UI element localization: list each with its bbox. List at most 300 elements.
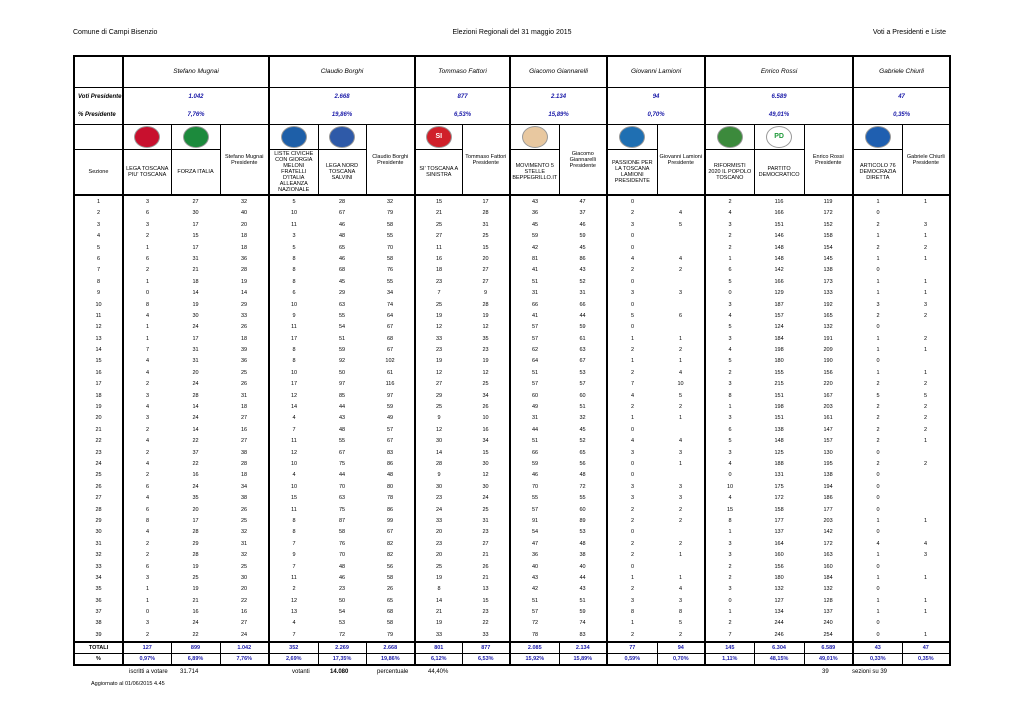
vote-cell: 0 [876, 506, 880, 513]
vote-cell: 17 [192, 221, 199, 228]
vote-cell: 99 [366, 515, 415, 526]
vote-cell: 7 [145, 347, 150, 354]
vote-cell: 11 [436, 244, 442, 251]
total-cell: 801 [415, 642, 462, 654]
list-logo-cell [415, 125, 462, 150]
vote-cell: 14 [192, 404, 199, 411]
vote-cell: 4 [657, 208, 705, 219]
vote-cell: 1 [145, 244, 150, 251]
vote-cell: 31 [531, 415, 539, 422]
vote-cell: 1 [876, 347, 880, 354]
vote-cell: 172 [804, 208, 853, 219]
corner-cell [74, 56, 123, 88]
vote-cell: 20 [220, 219, 269, 230]
vote-cell: 142 [774, 267, 784, 274]
table-row [74, 219, 950, 230]
vote-cell: 2 [631, 506, 635, 513]
vote-cell: 1 [924, 609, 928, 616]
section-number: 22 [74, 436, 123, 447]
vote-cell: 32 [366, 195, 415, 207]
vote-cell: 23 [435, 540, 443, 547]
candidate-total-header: Claudio Borghi Presidente [366, 125, 415, 196]
vote-cell: 132 [804, 322, 853, 333]
vote-cell: 7 [437, 290, 441, 297]
vote-cell: 48 [559, 470, 607, 481]
vote-cell: 8 [292, 267, 296, 274]
total-cell: 6.589 [804, 642, 853, 654]
vote-cell: 58 [366, 219, 415, 230]
vote-cell: 32 [559, 413, 607, 424]
municipality-title: Comune di Campi Bisenzio [73, 29, 158, 36]
vote-cell: 203 [804, 401, 853, 412]
vote-cell: 4 [292, 472, 296, 479]
vote-cell: 166 [774, 210, 784, 217]
candidate-percent: 19,86% [269, 106, 415, 125]
vote-cell: 64 [531, 358, 539, 365]
vote-cell: 1 [924, 369, 928, 376]
section-number: 12 [74, 322, 123, 333]
section-number: 28 [74, 504, 123, 515]
vote-cell: 4 [728, 210, 732, 217]
vote-cell: 0 [876, 529, 880, 536]
vote-cell: 4 [728, 495, 732, 502]
vote-cell: 2 [657, 515, 705, 526]
vote-cell: 53 [338, 620, 346, 627]
vote-cell: 13 [290, 609, 298, 616]
vote-cell: 51 [338, 335, 346, 342]
vote-cell: 58 [366, 253, 415, 264]
vote-cell: 0 [631, 472, 635, 479]
candidate-percent: 7,76% [123, 106, 269, 125]
vote-cell: 19 [435, 358, 443, 365]
table-row [74, 436, 950, 447]
vote-cell: 148 [774, 438, 784, 445]
vote-cell: 63 [559, 344, 607, 355]
vote-cell: 1 [853, 195, 902, 207]
section-number: 32 [74, 549, 123, 560]
vote-cell: 10 [290, 483, 298, 490]
vote-cell: 1 [876, 552, 880, 559]
percent-cell: 0,70% [657, 653, 705, 665]
section-number: 6 [74, 253, 123, 264]
vote-cell [657, 242, 705, 253]
vote-cell: 161 [804, 413, 853, 424]
vote-cell: 6 [728, 267, 732, 274]
vote-cell: 1 [876, 278, 880, 285]
vote-cell: 19 [220, 276, 269, 287]
vote-cell: 56 [559, 458, 607, 469]
vote-cell: 5 [657, 618, 705, 629]
vote-cell: 45 [531, 221, 539, 228]
vote-cell: 2 [657, 538, 705, 549]
pd-logo: PD [766, 126, 792, 148]
vote-cell: 26 [366, 584, 415, 595]
table-row [74, 208, 950, 219]
vote-cell: 66 [531, 301, 539, 308]
vote-cell: 66 [559, 299, 607, 310]
vote-cell: 4 [924, 540, 928, 547]
vote-cell: 46 [531, 472, 539, 479]
vote-cell: 48 [338, 426, 346, 433]
vote-cell: 3 [728, 415, 732, 422]
vote-cell: 1 [631, 620, 635, 627]
vote-cell: 130 [804, 447, 853, 458]
vote-cell: 50 [338, 597, 346, 604]
list-name: RIFORMISTI 2020 IL POPOLO TOSCANO [705, 150, 754, 196]
vote-cell: 5 [657, 219, 705, 230]
vote-cell: 67 [338, 449, 346, 456]
vote-cell: 23 [462, 606, 510, 617]
vote-cell: 2 [145, 631, 150, 638]
vote-cell: 160 [774, 552, 784, 559]
vote-cell: 177 [774, 517, 784, 524]
vote-cell: 6 [292, 290, 296, 297]
vote-cell: 8 [728, 392, 732, 399]
vote-cell: 33 [220, 310, 269, 321]
vote-cell: 59 [338, 347, 346, 354]
vote-cell: 4 [292, 415, 296, 422]
vote-cell: 59 [559, 322, 607, 333]
vote-cell: 45 [559, 242, 607, 253]
section-number: 37 [74, 606, 123, 617]
total-cell: 2.668 [366, 642, 415, 654]
vote-cell: 30 [192, 210, 199, 217]
vote-cell: 89 [559, 515, 607, 526]
vote-cell: 19 [435, 620, 443, 627]
vote-cell: 23 [435, 495, 443, 502]
section-number: 24 [74, 458, 123, 469]
list-logo-cell [510, 125, 559, 150]
vote-cell: 0 [145, 609, 150, 616]
vote-cell: 156 [774, 563, 784, 570]
total-cell: 899 [171, 642, 220, 654]
vote-cell: 3 [728, 335, 732, 342]
vote-cell: 15 [290, 495, 298, 502]
list-logo-cell [123, 125, 171, 150]
lega-toscana-logo [134, 126, 160, 148]
vote-cell: 53 [559, 367, 607, 378]
vote-cell: 6 [657, 310, 705, 321]
vote-cell: 79 [366, 629, 415, 641]
vote-cell: 3 [292, 233, 296, 240]
vote-cell: 85 [338, 392, 346, 399]
vote-cell: 18 [192, 278, 199, 285]
results-table [73, 55, 951, 666]
vote-cell: 30 [462, 458, 510, 469]
vote-cell: 27 [220, 436, 269, 447]
section-header: Sezione [74, 150, 123, 196]
vote-cell: 166 [774, 278, 784, 285]
vote-cell: 12 [462, 470, 510, 481]
vote-cell: 39 [220, 344, 269, 355]
vote-cell [657, 195, 705, 207]
vote-cell: 0 [631, 563, 635, 570]
total-cell: 877 [462, 642, 510, 654]
vote-cell: 7 [292, 426, 296, 433]
vote-cell: 79 [366, 208, 415, 219]
vote-cell: 12 [435, 426, 443, 433]
vote-cell: 2 [728, 233, 732, 240]
vote-cell: 5 [728, 438, 732, 445]
vote-cell: 74 [559, 618, 607, 629]
vote-cell: 48 [559, 538, 607, 549]
vote-cell: 65 [559, 447, 607, 458]
vote-cell: 25 [462, 231, 510, 242]
vote-cell: 157 [804, 436, 853, 447]
vote-cell: 9 [292, 552, 296, 559]
table-row [74, 195, 950, 207]
vote-cell: 25 [192, 574, 199, 581]
vote-cell: 1 [631, 574, 635, 581]
vote-cell: 28 [462, 299, 510, 310]
vote-cell: 36 [220, 356, 269, 367]
list-logo-cell [754, 125, 804, 150]
vote-cell: 17 [290, 335, 298, 342]
vote-cell: 11 [291, 221, 297, 228]
vote-cell: 60 [559, 390, 607, 401]
vote-cell: 20 [462, 253, 510, 264]
list-name: LISTE CIVICHE CON GIORGIA MELONI FRATELLI D'ITALIA ALLEANZA NAZIONALE [269, 150, 318, 196]
vote-cell: 7 [292, 563, 296, 570]
vote-cell: 1 [145, 597, 150, 604]
vote-cell: 16 [192, 472, 199, 479]
vote-cell: 25 [435, 404, 443, 411]
vote-cell: 18 [220, 231, 269, 242]
vote-cell: 10 [462, 413, 510, 424]
forza-italia-logo [183, 126, 209, 148]
section-number: 29 [74, 515, 123, 526]
vote-cell: 23 [462, 527, 510, 538]
vote-cell: 4 [631, 392, 635, 399]
vote-cell: 35 [462, 333, 510, 344]
section-number: 30 [74, 527, 123, 538]
vote-cell: 4 [657, 253, 705, 264]
vote-cell: 22 [220, 595, 269, 606]
vote-cell: 86 [559, 253, 607, 264]
candidate-total-header: Giovanni Lamioni Presidente [657, 125, 705, 196]
vote-cell: 48 [338, 563, 346, 570]
vote-cell: 165 [804, 310, 853, 321]
sections-label: sezioni su 39 [852, 668, 888, 675]
vote-cell: 21 [462, 549, 510, 560]
vote-cell: 49 [531, 404, 539, 411]
vote-cell: 55 [366, 276, 415, 287]
percent-cell: 7,76% [220, 653, 269, 665]
candidate-name: Giacomo Giannarelli [510, 56, 607, 88]
vote-cell: 156 [804, 367, 853, 378]
vote-cell: 51 [531, 438, 539, 445]
vote-cell: 40 [531, 563, 539, 570]
vote-cell [902, 208, 950, 219]
vote-cell: 172 [774, 495, 784, 502]
section-number: 36 [74, 595, 123, 606]
vote-cell: 24 [220, 629, 269, 641]
vote-cell: 15 [415, 195, 462, 207]
vote-cell [902, 584, 950, 595]
percent-cell: 2,69% [269, 653, 318, 665]
vote-cell: 2 [728, 369, 732, 376]
vote-cell: 138 [804, 265, 853, 276]
vote-cell: 3 [924, 552, 928, 559]
total-cell: 2.085 [510, 642, 559, 654]
vote-cell: 1 [657, 549, 705, 560]
vote-cell: 131 [774, 472, 784, 479]
section-number: 17 [74, 379, 123, 390]
vote-cell: 1 [876, 255, 880, 262]
vote-cell: 26 [220, 504, 269, 515]
vote-cell: 12 [290, 597, 298, 604]
total-cell: 2.269 [318, 642, 366, 654]
vote-cell: 25 [462, 504, 510, 515]
vote-cell: 3 [631, 290, 635, 297]
vote-cell: 3 [657, 595, 705, 606]
vote-cell: 5 [728, 324, 732, 331]
list-name: MOVIMENTO 5 STELLE BEPPEGRILLO.IT [510, 150, 559, 196]
vote-cell: 2 [924, 312, 928, 319]
vote-cell: 41 [531, 312, 539, 319]
vote-cell: 3 [145, 620, 150, 627]
percent-cell: 0,33% [853, 653, 902, 665]
vote-cell: 30 [435, 483, 443, 490]
table-row [74, 424, 950, 435]
vote-cell: 3 [631, 449, 635, 456]
fratelli-italia-logo [281, 126, 307, 148]
vote-cell: 5 [292, 244, 296, 251]
vote-cell: 5 [728, 278, 732, 285]
vote-cell: 68 [366, 606, 415, 617]
vote-cell: 1 [924, 347, 928, 354]
vote-cell: 33 [435, 335, 443, 342]
vote-cell: 186 [804, 492, 853, 503]
vote-cell: 2 [657, 401, 705, 412]
vote-cell: 0 [728, 290, 732, 297]
vote-cell: 36 [531, 210, 539, 217]
candidate-votes: 47 [853, 88, 950, 107]
vote-cell: 2 [631, 347, 635, 354]
vote-cell: 125 [774, 449, 784, 456]
vote-cell: 23 [338, 586, 346, 593]
total-cell: 1.042 [220, 642, 269, 654]
vote-cell: 1 [657, 413, 705, 424]
vote-cell: 8 [145, 517, 150, 524]
vote-cell: 3 [728, 552, 732, 559]
vote-cell: 3 [145, 574, 150, 581]
vote-cell: 35 [192, 495, 199, 502]
vote-cell: 0 [876, 449, 880, 456]
vote-cell: 194 [804, 481, 853, 492]
vote-cell: 2 [631, 404, 635, 411]
vote-cell: 2 [924, 381, 928, 388]
vote-cell: 31 [220, 390, 269, 401]
candidate-name: Tommaso Fattori [415, 56, 510, 88]
vote-cell: 87 [338, 517, 346, 524]
vote-cell: 42 [531, 244, 539, 251]
vote-cell: 19 [192, 301, 199, 308]
vote-cell [657, 561, 705, 572]
vote-cell: 19 [192, 563, 199, 570]
vote-cell: 155 [774, 369, 784, 376]
lega-nord-logo [329, 126, 355, 148]
table-row [74, 299, 950, 310]
vote-cell: 67 [366, 322, 415, 333]
vote-cell: 8 [657, 606, 705, 617]
table-row [74, 504, 950, 515]
section-number: 23 [74, 447, 123, 458]
vote-cell: 67 [366, 527, 415, 538]
vote-cell: 8 [728, 517, 732, 524]
vote-cell: 4 [876, 540, 880, 547]
list-logo-cell [171, 125, 220, 150]
vote-cell: 2 [145, 381, 150, 388]
vote-cell: 12 [462, 322, 510, 333]
section-number: 34 [74, 572, 123, 583]
list-logo-cell [318, 125, 366, 150]
vote-cell: 46 [338, 574, 346, 581]
section-number: 7 [74, 265, 123, 276]
vote-cell: 31 [220, 538, 269, 549]
vote-cell: 198 [774, 404, 784, 411]
vote-cell: 38 [559, 549, 607, 560]
vote-cell: 7 [631, 381, 635, 388]
vote-cell: 37 [192, 449, 199, 456]
vote-cell: 198 [774, 347, 784, 354]
vote-cell: 1 [728, 255, 732, 262]
vote-cell: 32 [220, 195, 269, 207]
vote-cell: 55 [531, 495, 539, 502]
sections-count: 39 [822, 668, 829, 675]
vote-cell: 12 [290, 449, 298, 456]
vote-cell: 15 [462, 242, 510, 253]
vote-cell: 19 [435, 312, 443, 319]
vote-cell: 28 [435, 460, 443, 467]
table-row [74, 231, 950, 242]
vote-cell: 24 [192, 483, 199, 490]
vote-cell: 43 [559, 265, 607, 276]
section-number: 11 [74, 310, 123, 321]
candidate-name: Stefano Mugnai [123, 56, 269, 88]
vote-cell [657, 276, 705, 287]
vote-cell: 137 [804, 606, 853, 617]
vote-cell: 2 [145, 267, 150, 274]
vote-cell: 142 [804, 527, 853, 538]
vote-cell: 82 [366, 538, 415, 549]
list-logo-cell [607, 125, 657, 150]
vote-cell: 21 [192, 267, 199, 274]
vote-cell: 1 [728, 529, 732, 536]
vote-cell [902, 504, 950, 515]
section-number: 5 [74, 242, 123, 253]
vote-cell: 58 [338, 529, 346, 536]
candidate-votes: 877 [415, 88, 510, 107]
vote-cell: 36 [531, 552, 539, 559]
table-row [74, 572, 950, 583]
vote-cell: 5 [657, 390, 705, 401]
vote-cell: 20 [435, 529, 443, 536]
vote-cell: 5 [876, 392, 880, 399]
vote-cell: 6 [145, 210, 150, 217]
vote-cell: 3 [145, 415, 150, 422]
vote-cell: 167 [804, 390, 853, 401]
vote-cell: 16 [220, 424, 269, 435]
vote-cell: 22 [192, 460, 199, 467]
vote-cell: 61 [559, 333, 607, 344]
vote-cell: 27 [435, 381, 443, 388]
vote-cell: 3 [728, 449, 732, 456]
vote-cell: 1 [876, 609, 880, 616]
section-number: 10 [74, 299, 123, 310]
vote-cell [902, 481, 950, 492]
vote-cell: 1 [924, 631, 928, 638]
